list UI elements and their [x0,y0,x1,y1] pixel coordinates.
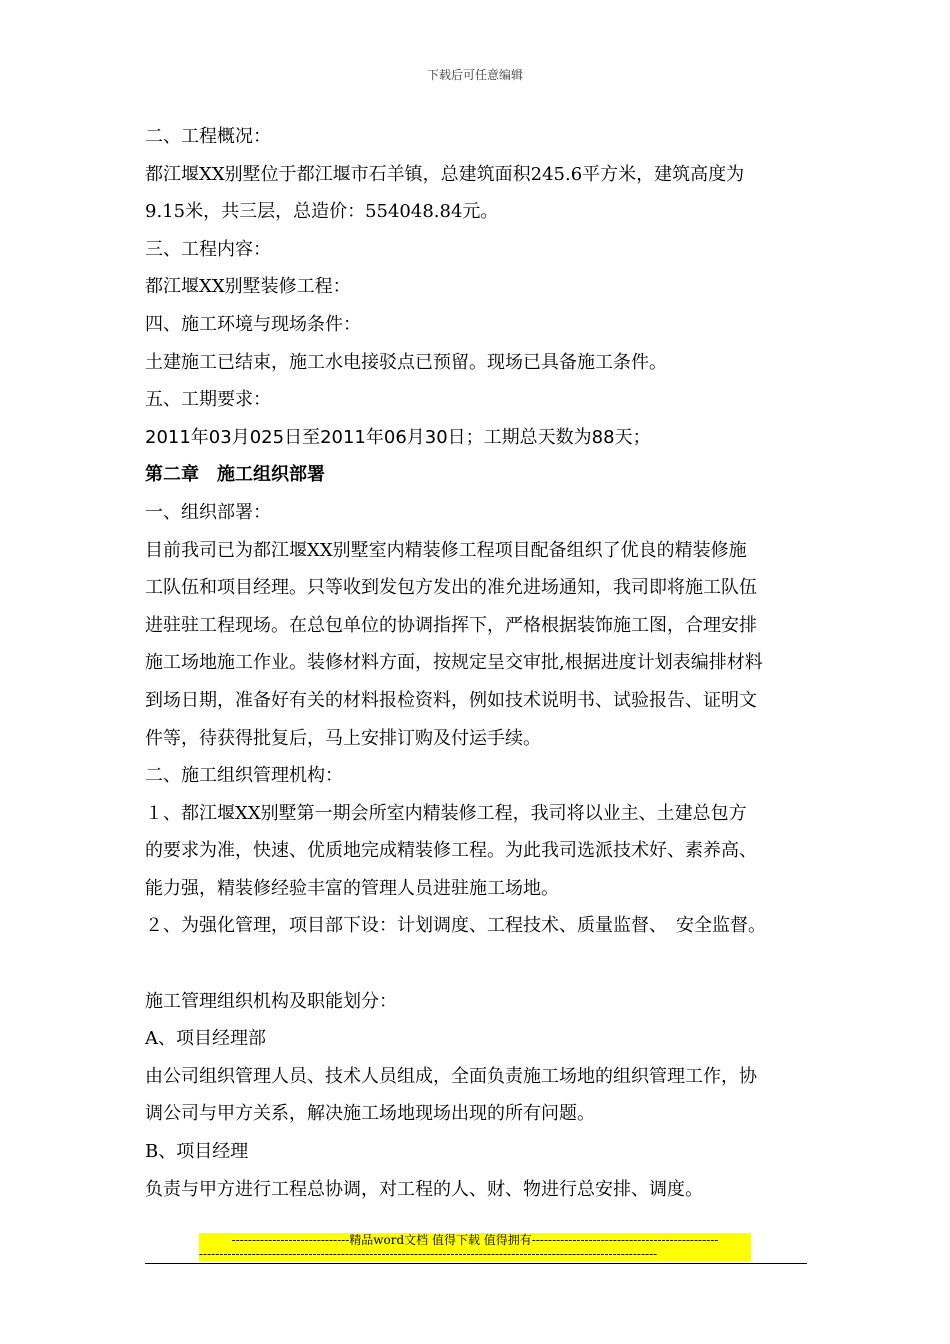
body-text-line: １、都江堰XX别墅第一期会所室内精装修工程，我司将以业主、土建总包方 [145,802,747,824]
section-heading-schedule: 五、工期要求： [145,389,271,411]
body-text-line: 到场日期，准备好有关的材料报检资料，例如技术说明书、试验报告、证明文 [145,689,757,711]
body-text-line: 目前我司已为都江堰XX别墅室内精装修工程项目配备组织了优良的精装修施 [145,539,747,561]
body-text-line: 负责与甲方进行工程总协调，对工程的人、财、物进行总安排、调度。 [145,1178,703,1200]
footer-banner-line-1: -----------------------------精品word文档 值得下载 值得拥有---------------------------------------------- [199,1233,751,1247]
body-text-line: 件等，待获得批复后，马上安排订购及付运手续。 [145,727,541,749]
body-text-line: 都江堰XX别墅装修工程： [145,276,351,298]
section-heading-content: 三、工程内容： [145,238,271,260]
section-heading-organization: 二、施工组织管理机构： [145,765,343,787]
body-text-line: 由公司组织管理人员、技术人员组成，全面负责施工场地的组织管理工作，协 [145,1065,757,1087]
subsection-heading-a: A、项目经理部 [145,1028,266,1050]
section-heading-structure: 施工管理组织机构及职能划分： [145,990,397,1012]
body-text-line: 施工场地施工作业。装修材料方面，按规定呈交审批,根据进度计划表编排材料 [145,652,763,674]
page-header: 下载后可任意编辑 [426,68,523,82]
body-text-line: 2011年03月025日至2011年06月30日；工期总天数为88天； [145,426,651,448]
section-heading-overview: 二、工程概况： [145,126,271,147]
footer-divider [145,1263,807,1264]
section-heading-deployment: 一、组织部署： [145,501,271,523]
section-heading-environment: 四、施工环境与现场条件： [145,313,361,335]
body-text-line: 土建施工已结束，施工水电接驳点已预留。现场已具备施工条件。 [145,351,667,373]
body-text-line: 工队伍和项目经理。只等收到发包方发出的准允进场通知，我司即将施工队伍 [145,577,757,599]
body-text-line: 能力强，精装修经验丰富的管理人员进驻施工场地。 [145,877,559,899]
body-text-line: ２、为强化管理，项目部下设：计划调度、工程技术、质量监督、 安全监督。 [145,915,766,937]
blank-line [145,945,810,983]
body-text-line: 的要求为准，快速、优质地完成精装修工程。为此我司选派技术好、素养高、 [145,840,757,862]
body-text-line: 进驻驻工程现场。在总包单位的协调指挥下，严格根据装饰施工图，合理安排 [145,614,757,636]
document-body [145,118,810,1208]
subsection-heading-b: B、项目经理 [145,1141,249,1163]
footer-banner-line-2: ----------------------------------------------------------------------------------------------------------------- [199,1247,751,1261]
chapter-heading: 第二章 施工组织部署 [145,464,325,486]
body-text-line: 9.15米，共三层，总造价：554048.84元。 [145,201,499,223]
body-text-line: 调公司与甲方关系，解决施工场地现场出现的所有问题。 [145,1103,595,1125]
body-text-line: 都江堰XX别墅位于都江堰市石羊镇，总建筑面积245.6平方米，建筑高度为 [145,163,745,185]
